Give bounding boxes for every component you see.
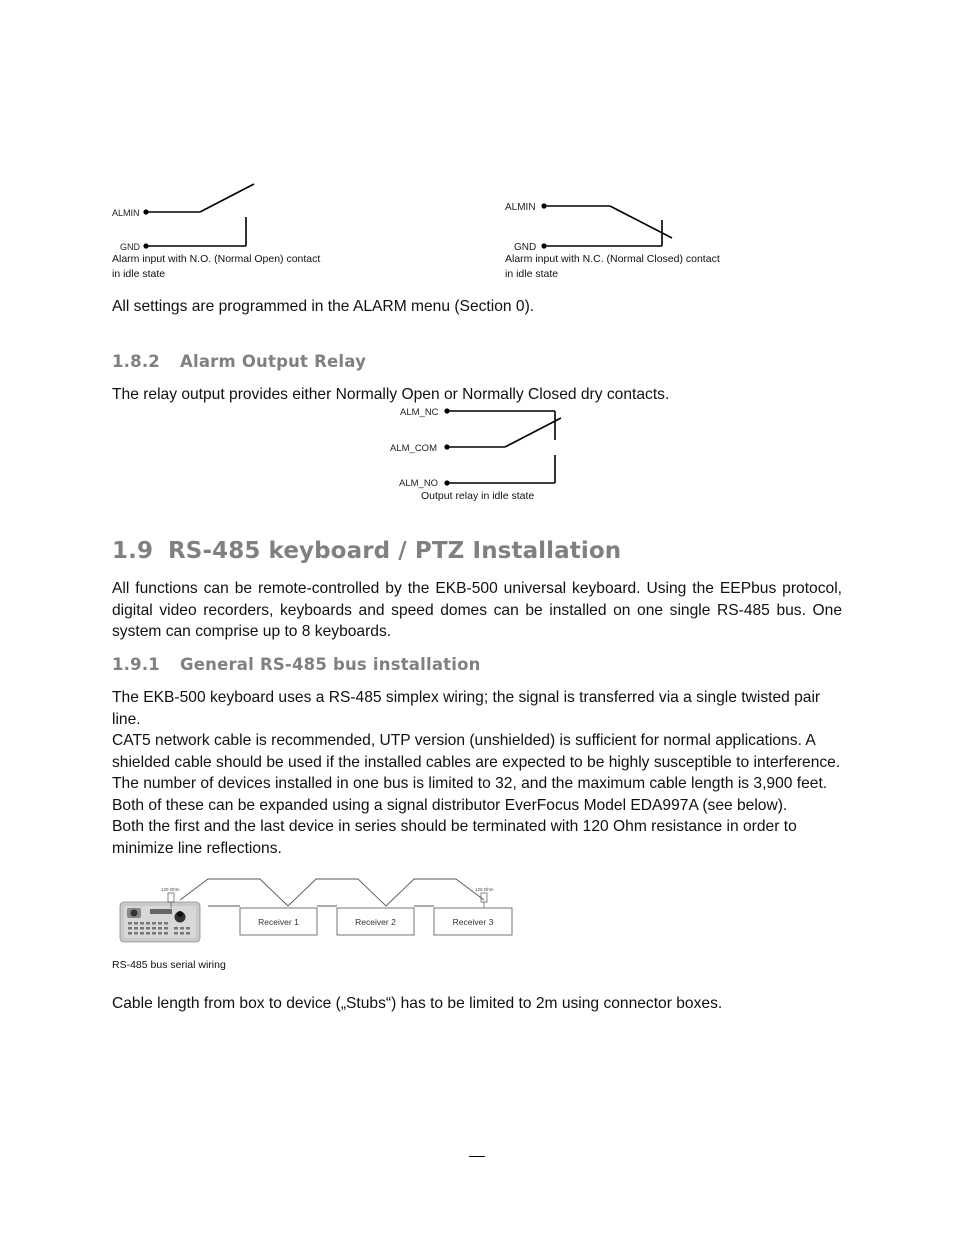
bus-paragraph-2 bbox=[112, 816, 852, 859]
bus-twisted-pair-line bbox=[180, 879, 484, 906]
relay-paragraph: The relay output provides either Normally Open or Normally Closed dry contacts. bbox=[112, 386, 670, 403]
bus-paragraph-2-line: Both the first and the last device in series should be terminated with 120 Ohm resistance in order to bbox=[112, 818, 797, 835]
diagram-no-contact bbox=[100, 175, 360, 260]
no-switch-blade bbox=[200, 184, 254, 212]
receiver-box bbox=[337, 908, 414, 935]
bus-wiring-svg bbox=[112, 872, 522, 947]
resistor-left-label: 120 Ohm bbox=[161, 887, 180, 892]
relay-diagram-svg bbox=[385, 404, 575, 490]
receiver-label: Receiver 3 bbox=[452, 917, 494, 927]
diagram-no-caption-line1: Alarm input with N.O. (Normal Open) contact bbox=[112, 253, 321, 265]
receiver-box bbox=[434, 908, 512, 935]
footer-page-number-rule bbox=[469, 1156, 485, 1157]
bus-paragraph-1-line: shielded cable should be used if the installed cables are expected to be highly susceptible to interference. bbox=[112, 753, 841, 771]
relay-label-com: ALM_COM bbox=[390, 443, 437, 454]
nc-label-almin: ALMIN bbox=[505, 202, 536, 213]
heading-1-9-1-title: General RS-485 bus installation bbox=[180, 655, 481, 674]
heading-1-8-2-title: Alarm Output Relay bbox=[180, 352, 367, 371]
heading-1-9-number: 1.9 bbox=[112, 538, 154, 564]
heading-1-9-1 bbox=[112, 655, 481, 674]
bus-paragraph-1 bbox=[112, 687, 852, 816]
keyboard-icon bbox=[120, 902, 200, 942]
heading-1-9-1-number: 1.9.1 bbox=[112, 655, 160, 674]
bus-paragraph-1-line: Both of these can be expanded using a signal distributor EverFocus Model EDA997A (see below). bbox=[112, 796, 788, 814]
relay-label-no: ALM_NO bbox=[399, 478, 439, 489]
diagram-nc-caption bbox=[505, 252, 720, 282]
alarm-settings-paragraph: All settings are programmed in the ALARM menu (Section 0). bbox=[112, 298, 535, 315]
bus-paragraph-1-line: The number of devices installed in one bus is limited to 32, and the maximum cable length is 3,900 feet. bbox=[112, 775, 828, 792]
nc-label-gnd: GND bbox=[514, 242, 537, 253]
bus-paragraph-1-line: CAT5 network cable is recommended, UTP version (unshielded) is sufficient for normal applications. A bbox=[112, 732, 816, 749]
diagram-nc-caption-line2: in idle state bbox=[505, 268, 559, 280]
diagram-no-caption bbox=[112, 252, 320, 282]
diagram-no-caption-line2: in idle state bbox=[112, 268, 166, 280]
diagram-nc-caption-line1: Alarm input with N.C. (Normal Closed) contact bbox=[505, 253, 720, 265]
relay-switch-blade bbox=[505, 418, 561, 447]
diagram-nc-contact bbox=[500, 190, 700, 260]
no-label-gnd: GND bbox=[120, 242, 140, 252]
stubs-paragraph: Cable length from box to device („Stubs“) has to be limited to 2m using connector boxes. bbox=[112, 995, 723, 1012]
no-label-almin: ALMIN bbox=[112, 208, 140, 218]
receiver-label: Receiver 2 bbox=[355, 917, 396, 927]
bus-wiring-diagram bbox=[112, 872, 522, 947]
heading-1-8-2 bbox=[112, 352, 366, 371]
relay-diagram bbox=[385, 404, 575, 490]
bus-paragraph-2-line: minimize line reflections. bbox=[112, 839, 282, 857]
no-contact-svg bbox=[100, 175, 360, 260]
resistor-right-label: 120 Ohm bbox=[475, 887, 494, 892]
relay-caption: Output relay in idle state bbox=[421, 490, 535, 502]
heading-1-8-2-number: 1.8.2 bbox=[112, 352, 160, 371]
heading-1-9 bbox=[112, 538, 621, 564]
receiver-label: Receiver 1 bbox=[258, 917, 299, 927]
heading-1-9-title: RS-485 keyboard / PTZ Installation bbox=[168, 538, 622, 564]
nc-contact-svg bbox=[500, 190, 700, 260]
section-1-9-paragraph: All functions can be remote-controlled by the EKB-500 universal keyboard. Using the EEPbus protocol, digital video recorders, keyboards and speed domes can be installed on one single RS-485 bus. One system can comprise up to 8 keyboards. bbox=[112, 580, 842, 640]
resistor-right-icon bbox=[481, 893, 487, 908]
relay-label-nc: ALM_NC bbox=[400, 407, 439, 418]
bus-paragraph-1-line: The EKB-500 keyboard uses a RS-485 simplex wiring; the signal is transferred via a single twisted pair line. bbox=[112, 689, 821, 728]
bus-diagram-caption: RS-485 bus serial wiring bbox=[112, 959, 226, 971]
receiver-box bbox=[240, 908, 317, 935]
